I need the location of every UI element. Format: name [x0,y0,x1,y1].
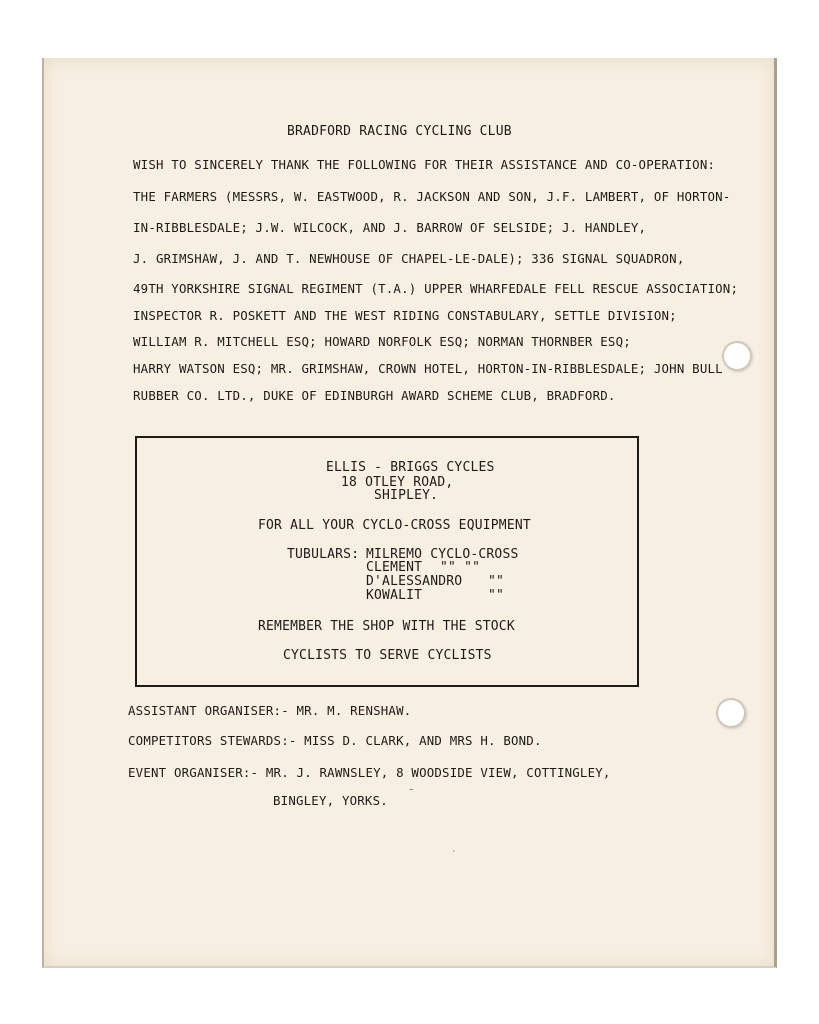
tubular-brand: CLEMENT [366,560,423,575]
official-line: EVENT ORGANISER:- MR. J. RAWNSLEY, 8 WOODSIDE VIEW, COTTINGLEY, [128,765,611,780]
ditto-mark: "" "" [440,560,481,575]
ditto-mark: "" [488,588,505,603]
thanks-line: WILLIAM R. MITCHELL ESQ; HOWARD NORFOLK ESQ; NORMAN THORNBER ESQ; [133,334,631,349]
advert-shop-name: ELLIS - BRIGGS CYCLES [326,460,495,475]
thanks-line: IN-RIBBLESDALE; J.W. WILCOCK, AND J. BARROW OF SELSIDE; J. HANDLEY, [133,220,647,235]
thanks-line: WISH TO SINCERELY THANK THE FOLLOWING FOR THEIR ASSISTANCE AND CO-OPERATION: [133,157,716,172]
tubular-brand: MILREMO CYCLO-CROSS [366,547,519,562]
thanks-line: HARRY WATSON ESQ; MR. GRIMSHAW, CROWN HOTEL, HORTON-IN-RIBBLESDALE; JOHN BULL [133,361,723,376]
thanks-line: RUBBER CO. LTD., DUKE OF EDINBURGH AWARD SCHEME CLUB, BRADFORD. [133,388,616,403]
advert-slogan: REMEMBER THE SHOP WITH THE STOCK [258,619,515,634]
document-title: BRADFORD RACING CYCLING CLUB [287,124,512,139]
ditto-mark: "" [488,574,505,589]
official-line: ASSISTANT ORGANISER:- MR. M. RENSHAW. [128,703,412,718]
thanks-line: J. GRIMSHAW, J. AND T. NEWHOUSE OF CHAPEL-LE-DALE); 336 SIGNAL SQUADRON, [133,251,685,266]
official-line: COMPETITORS STEWARDS:- MISS D. CLARK, AND MRS H. BOND. [128,733,542,748]
punch-hole-top [722,341,752,371]
advert-tagline: FOR ALL YOUR CYCLO-CROSS EQUIPMENT [258,518,531,533]
stray-mark: ˉ [408,787,415,800]
tubulars-label: TUBULARS: [287,547,360,562]
advert-address: 18 OTLEY ROAD, [341,475,454,490]
thanks-line: THE FARMERS (MESSRS, W. EASTWOOD, R. JACKSON AND SON, J.F. LAMBERT, OF HORTON- [133,189,731,204]
advert-address: SHIPLEY. [374,488,439,503]
tubular-brand: D'ALESSANDRO [366,574,463,589]
thanks-line: INSPECTOR R. POSKETT AND THE WEST RIDING CONSTABULARY, SETTLE DIVISION; [133,308,677,323]
advert-slogan: CYCLISTS TO SERVE CYCLISTS [283,648,492,663]
official-line: BINGLEY, YORKS. [273,793,388,808]
punch-hole-bottom [716,698,746,728]
thanks-line: 49TH YORKSHIRE SIGNAL REGIMENT (T.A.) UPPER WHARFEDALE FELL RESCUE ASSOCIATION; [133,281,739,296]
stray-mark: ˋ [452,848,456,861]
tubular-brand: KOWALIT [366,588,423,603]
